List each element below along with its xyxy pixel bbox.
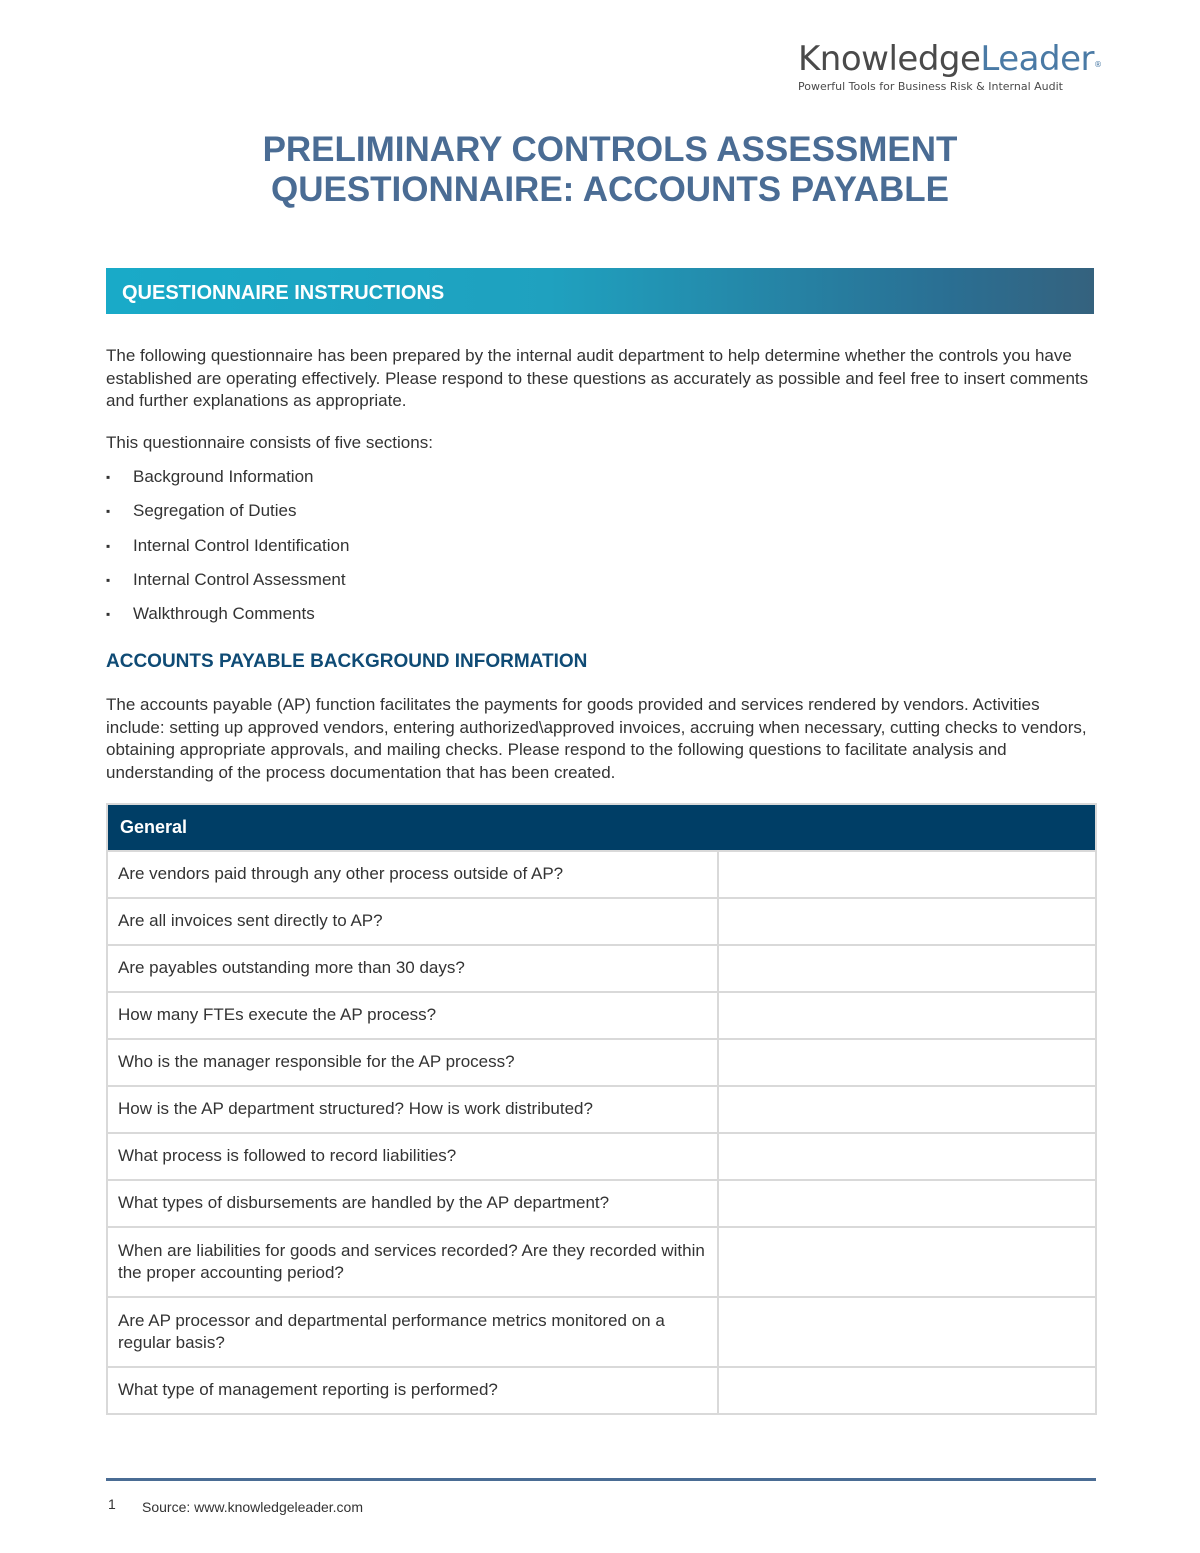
list-item	[106, 500, 349, 534]
knowledgeleader-logo	[798, 39, 1102, 93]
document-title	[0, 130, 1200, 210]
title-line-1: PRELIMINARY CONTROLS ASSESSMENT	[262, 130, 958, 169]
logo-name-part1: Knowledge	[798, 39, 981, 79]
sections-intro: This questionnaire consists of five sections:	[106, 433, 433, 452]
section-name: Background Information	[133, 467, 314, 486]
question-cell: Are vendors paid through any other process outside of AP?	[107, 851, 718, 898]
general-questions-table	[106, 803, 1097, 1415]
section-name: Walkthrough Comments	[133, 604, 315, 624]
table-row	[107, 1039, 1096, 1086]
table-row	[107, 898, 1096, 945]
answer-cell[interactable]	[718, 1297, 1096, 1367]
table-row	[107, 1297, 1096, 1367]
question-cell: Are all invoices sent directly to AP?	[107, 898, 718, 945]
question-cell: How is the AP department structured? How is work distributed?	[107, 1086, 718, 1133]
question-cell: What types of disbursements are handled by the AP department?	[107, 1180, 718, 1227]
table-header-general: General	[107, 804, 1096, 851]
question-cell: Are payables outstanding more than 30 days?	[107, 945, 718, 992]
logo-tagline: Powerful Tools for Business Risk & Internal Audit	[798, 80, 1063, 93]
answer-cell[interactable]	[718, 1086, 1096, 1133]
answer-cell[interactable]	[718, 1180, 1096, 1227]
table-row	[107, 992, 1096, 1039]
list-item	[106, 535, 349, 569]
list-item	[106, 466, 349, 500]
question-cell: When are liabilities for goods and services recorded? Are they recorded within the proper accounting period?	[107, 1227, 718, 1297]
question-cell: What type of management reporting is performed?	[107, 1367, 718, 1414]
answer-cell[interactable]	[718, 1133, 1096, 1180]
bullet-icon: ▪	[106, 504, 111, 519]
instructions-banner	[106, 268, 1094, 314]
background-paragraph: The accounts payable (AP) function facilitates the payments for goods provided and services rendered by vendors. Activities include: setting up approved vendors, entering authorized\approved invoices, accruing when necessary, cutting checks to vendors, obtaining appropriate approvals, and mailing checks. Please respond to the following questions to facilitate analysis and understanding of the process documentation that has been created.	[106, 695, 1087, 782]
answer-cell[interactable]	[718, 945, 1096, 992]
instructions-paragraph: The following questionnaire has been prepared by the internal audit department to help determine whether the controls you have established are operating effectively. Please respond to these questions as accurately as possible and feel free to insert comments and further explanations as appropriate.	[106, 346, 1089, 410]
logo-name-part2: Leader	[980, 39, 1094, 79]
section-name: Segregation of Duties	[133, 501, 297, 521]
page-number: 1	[108, 1496, 116, 1512]
bullet-icon: ▪	[106, 572, 111, 587]
section-name: Internal Control Assessment	[133, 569, 346, 589]
instructions-heading: QUESTIONNAIRE INSTRUCTIONS	[122, 282, 445, 304]
bullet-icon: ▪	[106, 607, 111, 622]
table-row	[107, 1133, 1096, 1180]
answer-cell[interactable]	[718, 1367, 1096, 1414]
bullet-icon: ▪	[106, 470, 111, 484]
answer-cell[interactable]	[718, 992, 1096, 1039]
answer-cell[interactable]	[718, 851, 1096, 898]
question-cell: How many FTEs execute the AP process?	[107, 992, 718, 1039]
source-link[interactable]: Source: www.knowledgeleader.com	[142, 1499, 364, 1515]
table-header-row	[107, 804, 1096, 851]
question-cell: What process is followed to record liabilities?	[107, 1133, 718, 1180]
answer-cell[interactable]	[718, 1039, 1096, 1086]
bullet-icon: ▪	[106, 538, 111, 553]
title-line-2: QUESTIONNAIRE: ACCOUNTS PAYABLE	[270, 170, 950, 209]
answer-cell[interactable]	[718, 898, 1096, 945]
list-item	[106, 569, 349, 603]
table-row	[107, 851, 1096, 898]
answer-cell[interactable]	[718, 1227, 1096, 1297]
background-heading: ACCOUNTS PAYABLE BACKGROUND INFORMATION	[106, 651, 588, 672]
table-row	[107, 1367, 1096, 1414]
footer-divider	[106, 1478, 1096, 1481]
question-cell: Who is the manager responsible for the AP process?	[107, 1039, 718, 1086]
section-name: Internal Control Identification	[133, 535, 350, 555]
table-row	[107, 1180, 1096, 1227]
table-row	[107, 1086, 1096, 1133]
logo-wordmark	[798, 39, 1102, 79]
logo-registered-mark: ®	[1093, 60, 1102, 69]
table-row	[107, 945, 1096, 992]
table-row	[107, 1227, 1096, 1297]
sections-list	[106, 466, 349, 637]
question-cell: Are AP processor and departmental performance metrics monitored on a regular basis?	[107, 1297, 718, 1367]
list-item	[106, 603, 349, 637]
